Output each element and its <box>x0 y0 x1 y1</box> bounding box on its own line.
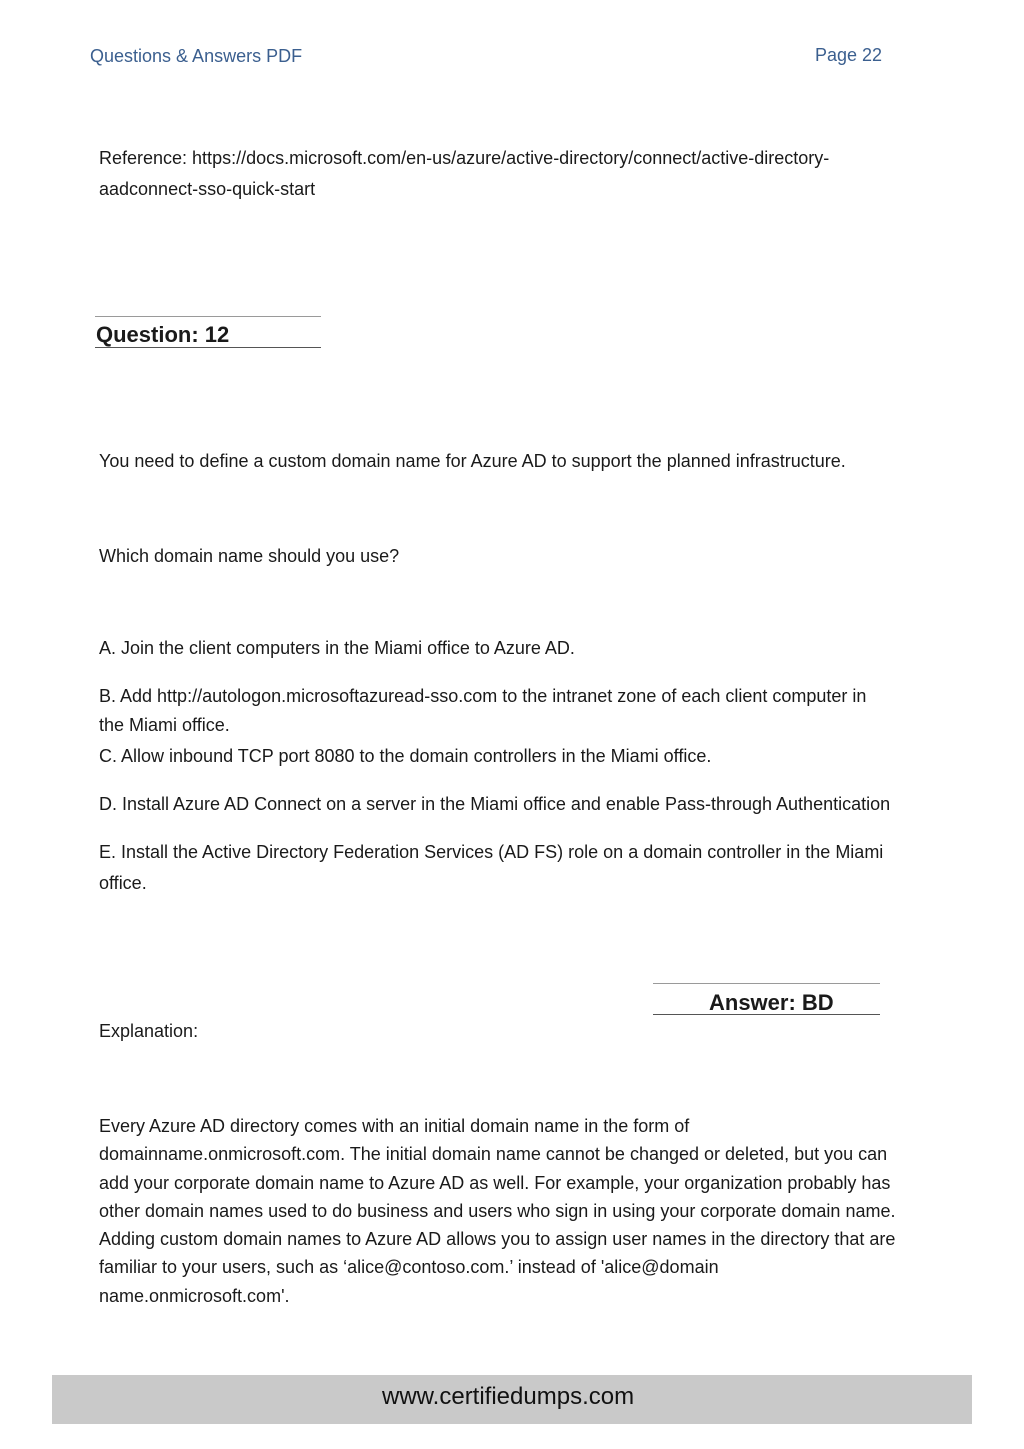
option-e-line-2: office. <box>99 873 147 893</box>
explanation-line: name.onmicrosoft.com'. <box>99 1285 290 1306</box>
answer-box <box>653 983 880 1015</box>
option-c: C. Allow inbound TCP port 8080 to the domain controllers in the Miami office. <box>99 746 712 766</box>
reference-line-2: aadconnect-sso-quick-start <box>99 179 316 199</box>
reference-line-1: Reference: https://docs.microsoft.com/en-us/azure/active-directory/connect/active-directory- <box>99 148 830 168</box>
explanation-line: Every Azure AD directory comes with an initial domain name in the form of <box>99 1116 690 1136</box>
question-prompt: Which domain name should you use? <box>99 546 400 566</box>
option-d: D. Install Azure AD Connect on a server in the Miami office and enable Pass-through Authentication <box>99 794 891 814</box>
question-heading-box <box>95 316 321 348</box>
option-b-line-1: B. Add http://autologon.microsoftazuread-sso.com to the intranet zone of each client computer in <box>99 686 867 706</box>
option-a: A. Join the client computers in the Miami office to Azure AD. <box>99 638 575 658</box>
document-title: Questions & Answers PDF <box>90 46 303 66</box>
option-b-line-2: the Miami office. <box>99 715 230 735</box>
question-text: You need to define a custom domain name for Azure AD to support the planned infrastructure. <box>99 451 846 471</box>
explanation-line: familiar to your users, such as ‘alice@contoso.com.’ instead of 'alice@domain <box>99 1257 719 1278</box>
question-title: Question: 12 <box>96 322 230 347</box>
explanation-line: Adding custom domain names to Azure AD allows you to assign user names in the directory that are <box>99 1229 896 1250</box>
option-e-line-1: E. Install the Active Directory Federation Services (AD FS) role on a domain controller in the Miami <box>99 842 884 862</box>
answer-label: Answer: BD <box>709 990 834 1015</box>
explanation-line: domainname.onmicrosoft.com. The initial domain name cannot be changed or deleted, but you can <box>99 1144 888 1165</box>
explanation-label: Explanation: <box>99 1021 199 1041</box>
page-number: Page 22 <box>815 45 883 65</box>
explanation-body <box>99 1112 895 1310</box>
explanation-line: add your corporate domain name to Azure AD as well. For example, your organization probably has <box>99 1172 891 1193</box>
explanation-line: other domain names used to do business and users who sign in using your corporate domain name. <box>99 1200 896 1221</box>
footer-website: www.certifiedumps.com <box>382 1383 635 1410</box>
